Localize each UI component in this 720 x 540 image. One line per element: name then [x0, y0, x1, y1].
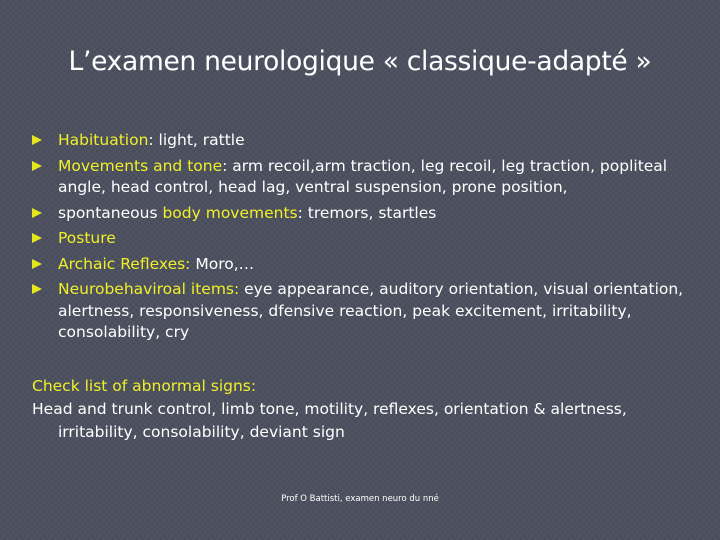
bullet-text: : light, rattle	[148, 131, 245, 149]
bullet-label: Posture	[58, 229, 116, 247]
bullet-list	[32, 130, 692, 348]
bullet-arrow-icon	[32, 161, 42, 171]
bullet-text: : arm recoil,arm traction, leg recoil, leg traction, popliteal angle, head control, head lag, ventral suspension, prone position,	[58, 156, 668, 196]
bullet-prefix: spontaneous	[58, 203, 163, 222]
bullet-arrow-icon	[32, 208, 42, 218]
bullet-text: eye appearance, auditory orientation, visual orientation, alertness, responsiveness, dfensive reaction, peak excitement, irritability, consolability, cry	[58, 280, 684, 341]
abnormal-signs-text: Head and trunk control, limb tone, motility, reflexes, orientation & alertness, irritability, consolability, deviant sign	[32, 400, 627, 441]
slide-title: L’examen neurologique « classique-adapté »	[68, 46, 652, 77]
bullet-label: body movements	[162, 203, 298, 222]
bullet-label: Habituation	[58, 131, 149, 149]
bullet-item-habituation	[32, 130, 692, 152]
bullet-item-archaic-reflexes	[32, 254, 692, 276]
bullet-label: Archaic Reflexes:	[58, 254, 191, 273]
bullet-arrow-icon	[32, 233, 42, 243]
abnormal-signs-heading: Check list of abnormal signs:	[32, 377, 257, 395]
bullet-label: Neurobehaviroal items:	[58, 280, 240, 298]
bullet-item-posture	[32, 228, 692, 250]
bullet-text: Moro,…	[190, 254, 255, 273]
bullet-label: Movements and tone	[58, 156, 223, 175]
bullet-item-spontaneous	[32, 203, 692, 225]
slide-footer: Prof O Battisti, examen neuro du nné	[281, 494, 439, 504]
abnormal-signs-block	[32, 375, 692, 444]
bullet-arrow-icon	[32, 259, 42, 269]
bullet-item-movements	[32, 156, 692, 199]
bullet-arrow-icon	[32, 284, 42, 294]
bullet-text: : tremors, startles	[297, 203, 437, 222]
bullet-item-neurobehavioral	[32, 279, 692, 344]
bullet-arrow-icon	[32, 135, 42, 145]
